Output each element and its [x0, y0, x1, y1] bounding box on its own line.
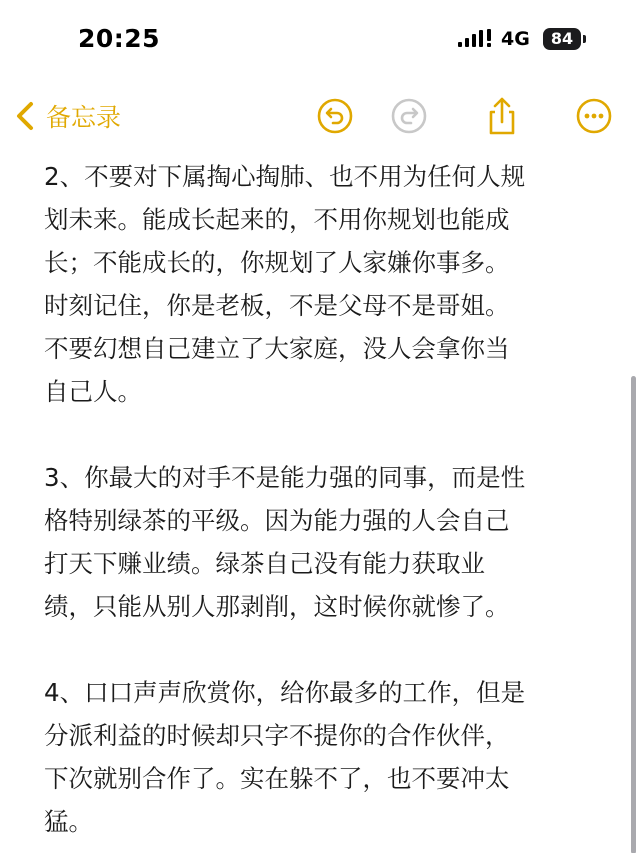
chevron-left-icon [12, 100, 38, 132]
undo-icon [315, 96, 355, 136]
battery-icon [543, 28, 581, 50]
redo-icon [389, 96, 429, 136]
note-paragraph[interactable]: 2、不要对下属掏心掏肺、也不用为任何人规 划未来。能成长起来的，不用你规划也能成 长；不能成长的，你规划了人家嫌你事多。 时刻记住，你是老板，不是父母不是哥姐。 不要幻想自己建立了大家庭，没人会拿你当 自己人。 [44, 162, 526, 406]
note-paragraph[interactable]: 4、口口声声欣赏你，给你最多的工作，但是 分派利益的时候却只字不提你的合作伙伴， 下次就别合作了。实在躲不了，也不要冲太 猛。 [44, 678, 526, 836]
scroll-indicator[interactable] [631, 376, 636, 853]
note-paragraph[interactable]: 3、你最大的对手不是能力强的同事，而是性 格特别绿茶的平级。因为能力强的人会自己 打天下赚业绩。绿茶自己没有能力获取业 绩，只能从别人那剥削，这时候你就惨了。 [44, 463, 526, 621]
back-label: 备忘录 [46, 103, 122, 132]
redo-button[interactable] [389, 96, 429, 136]
note-body[interactable] [44, 155, 604, 853]
status-time: 20:25 [78, 24, 161, 53]
share-icon [482, 96, 522, 136]
share-button[interactable] [482, 96, 522, 136]
nav-bar [0, 88, 640, 144]
back-button[interactable] [12, 96, 121, 136]
status-bar [0, 0, 640, 80]
more-button[interactable] [574, 96, 614, 136]
network-type: 4G [501, 28, 530, 50]
more-icon [574, 96, 614, 136]
cellular-signal-icon [458, 29, 494, 49]
battery-level: 84 [550, 29, 574, 48]
undo-button[interactable] [315, 96, 355, 136]
